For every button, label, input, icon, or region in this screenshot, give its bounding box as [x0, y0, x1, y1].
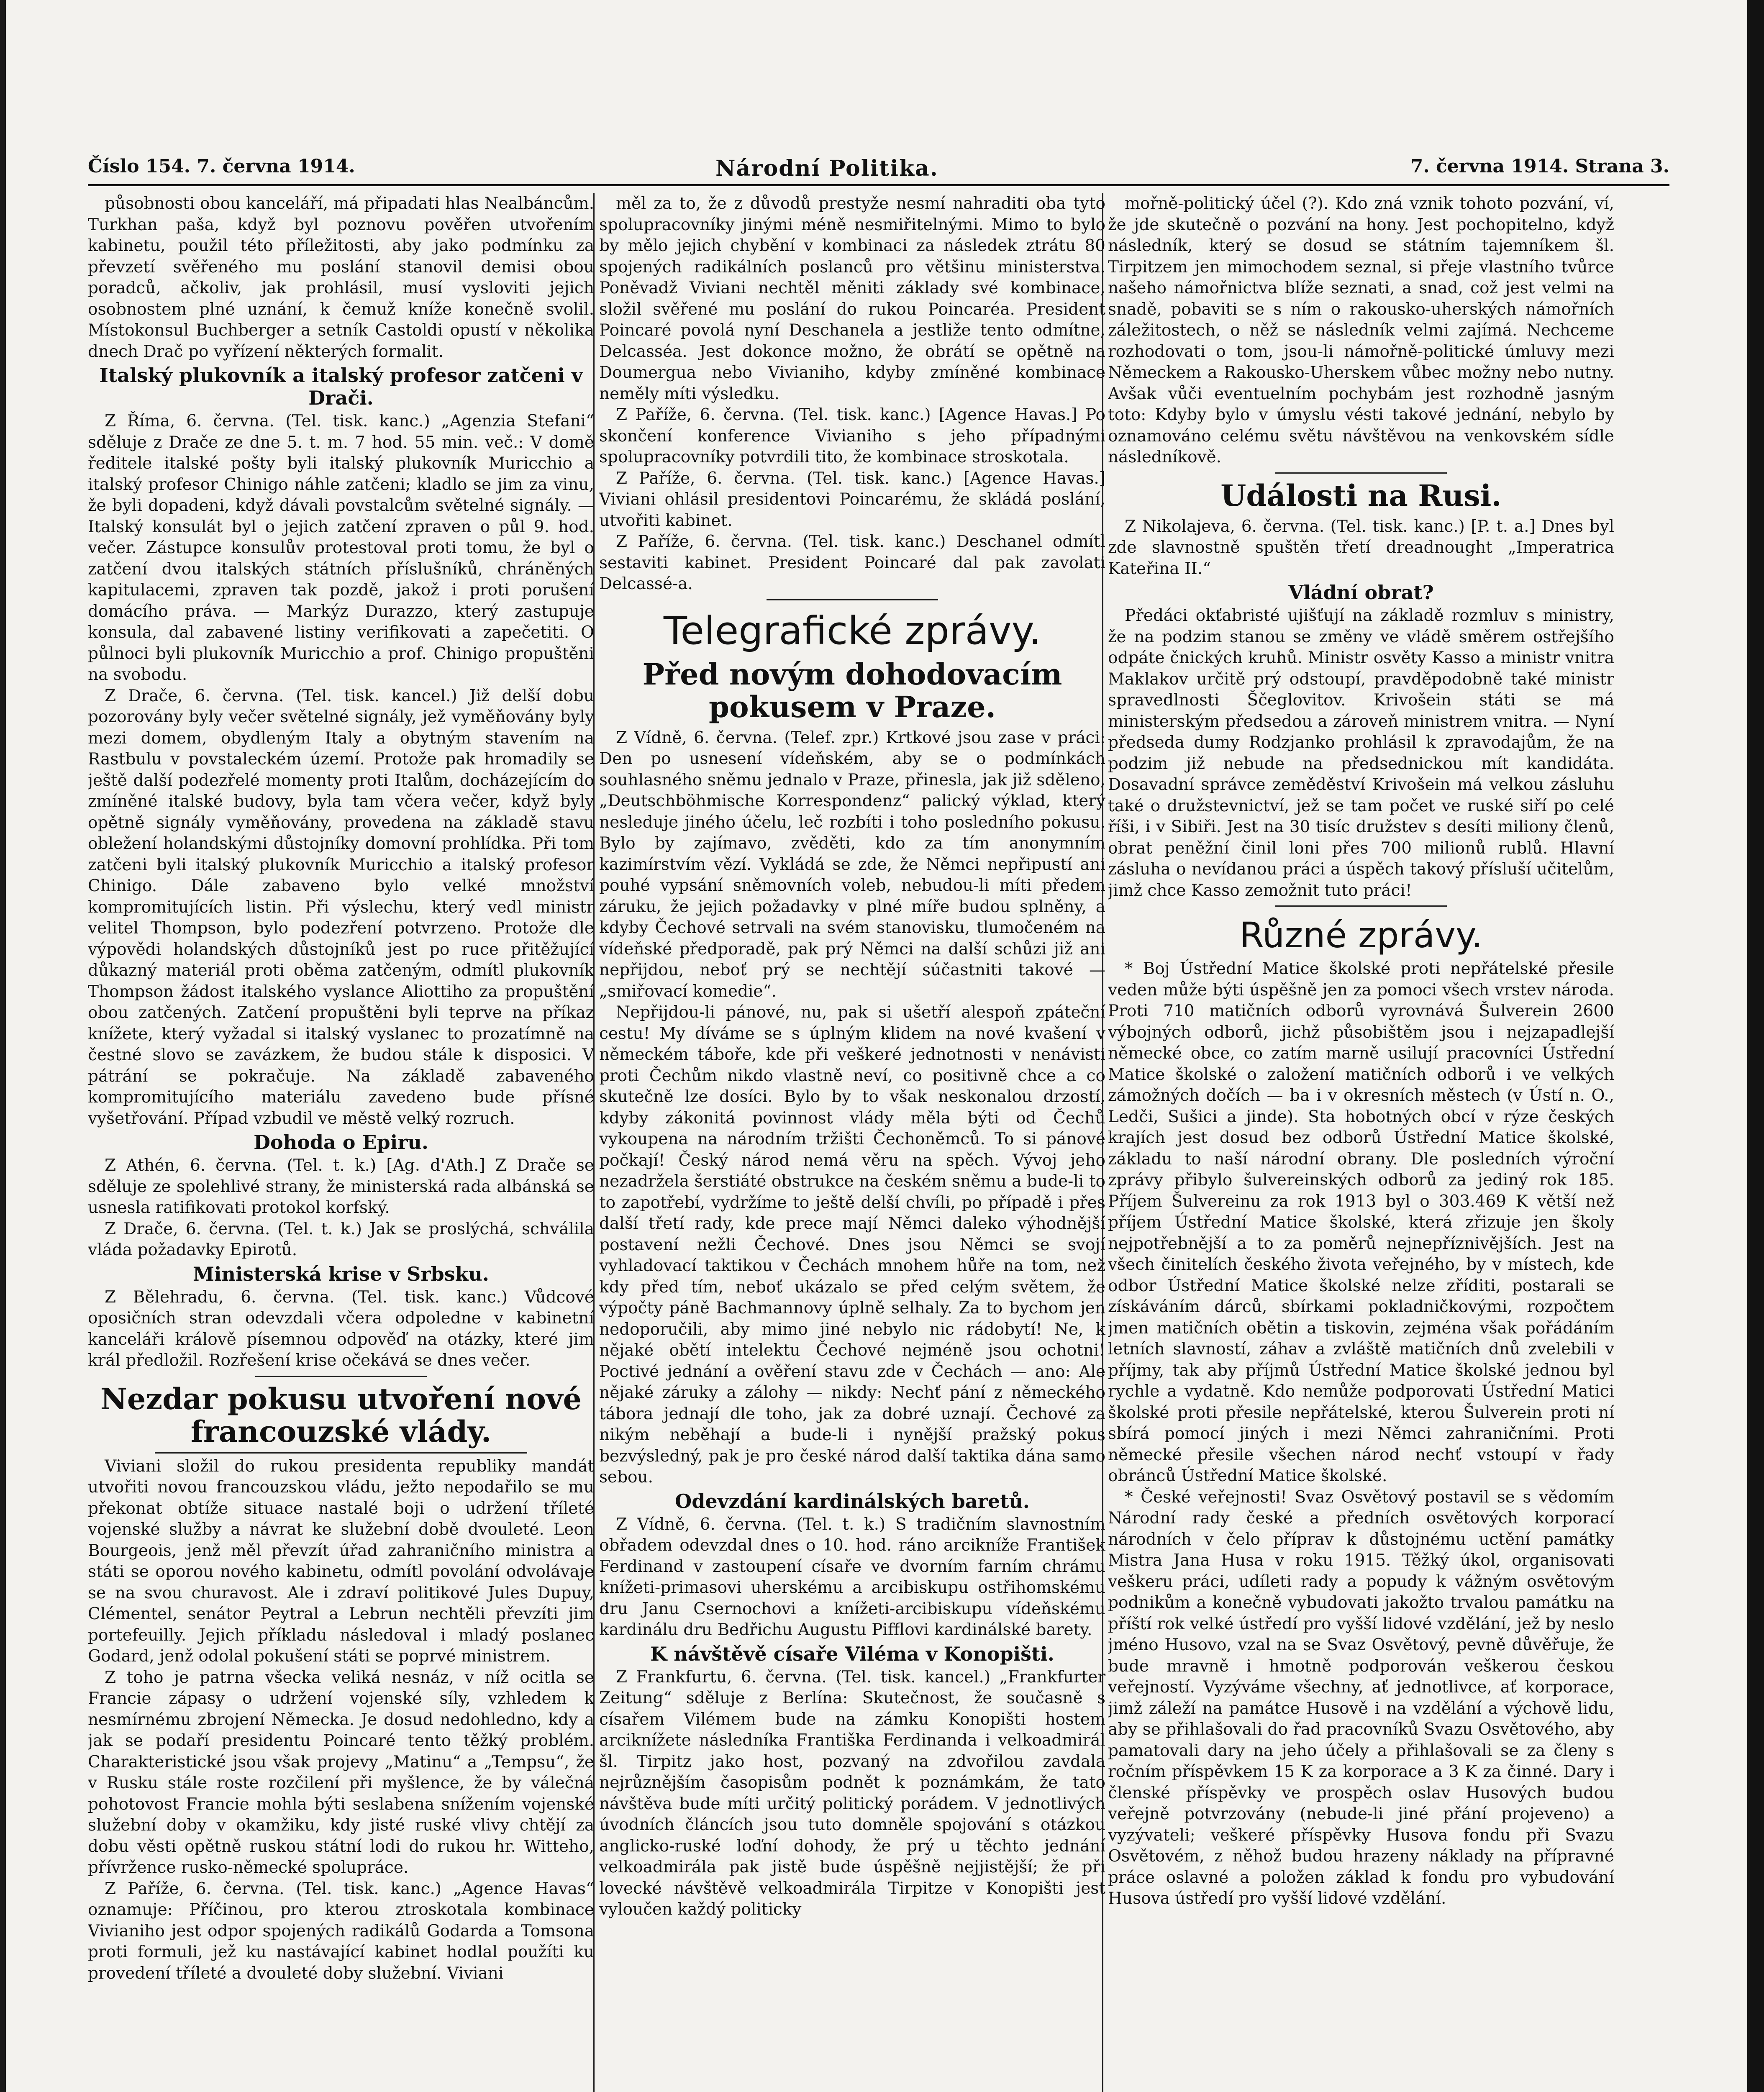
paragraph: Z Paříže, 6. června. (Tel. tisk. kanc.) [Agence Havas.] Po skončení konference Vivianiho s jeho případnými spolupracovníky potvrdili tito, že kombinace stroskotala.	[599, 405, 1105, 467]
section-heading: Různé zprávy.	[1239, 915, 1483, 956]
paragraph: Z Paříže, 6. června. (Tel. tisk. kanc.) Deschanel odmítl sestaviti kabinet. President Poincaré dal pak zavolati Delcassé-a.	[599, 532, 1105, 593]
article-heading: K návštěvě císaře Viléma v Konopišti.	[650, 1642, 1054, 1665]
section-rule	[1275, 905, 1447, 907]
page-edge-right	[1747, 0, 1764, 2092]
paragraph: Z Athén, 6. června. (Tel. t. k.) [Ag. d'Ath.] Z Drače se sděluje ze spolehlivé strany, že ministerská rada albánská se usnesla ratifikovati protokol korfský.	[88, 1156, 594, 1217]
section-rule	[255, 1376, 427, 1377]
article-heading: Před novým dohodovacím pokusem v Praze.	[642, 656, 1062, 724]
section-heading: Události na Rusi.	[1220, 478, 1502, 513]
masthead-title: Národní Politika.	[715, 156, 938, 181]
article-heading: Italský plukovník a italský profesor zatčeni v Drači.	[99, 364, 583, 409]
paragraph: Z Paříže, 6. června. (Tel. tisk. kanc.) „Agence Havas“ oznamuje: Příčinou, pro kterou ztroskotala kombinace Vivianiho jest odpor spojených radikálů Godarda a Tomsona proti formuli, jež ku nastávající kabinet hodlal použíti ku provedení tříleté a dvouleté doby služební. Viviani	[88, 1879, 594, 1983]
paragraph: Z Říma, 6. června. (Tel. tisk. kanc.) „Agenzia Stefani“ sděluje z Drače ze dne 5. t. m. 7 hod. 55 min. več.: V domě ředitele italské pošty byli italský plukovník Muricchio a italský profesor Chinigo náhle zatčeni; kladlo se jim za vinu, že byli dopadeni, když dávali povstalcům světelné signály. — Italský konsulát byl o jejich zatčení zpraven o půl 9. hod. večer. Zástupce konsulův protestoval proti tomu, že byl o zatčení dvou italských státních příslušníků, chráněných kapitulacemi, zpraven tak pozdě, jakož i proti porušení domácího práva. — Markýz Durazzo, který zastupuje konsula, dal zabavené listiny verifikovati a zapečetiti. O půlnoci byli plukovník Muricchio a prof. Chinigo propuštěni na svobodu.	[88, 412, 594, 684]
paragraph: * Boj Ústřední Matice školské proti nepřátelské přesile veden může býti úspěšně jen za pomoci všech vrstev národa. Proti 710 matičních odborů vyrovnává Šulverein 2600 výbojných odborů, jichž působištěm jsou i nejzapadlejší německé obce, co zatím marně usilují pracovníci Ústřední Matice školské o založení matičních odborů i ve velkých zámožných dočích — ba i v okresních městech (v Ústí n. O., Ledči, Sušici a jinde). Sta hobotných obcí v rýze českých krajích jest dosud bez odborů Ústřední Matice školské, základu to naší národní obrany. Dle posledních výroční zprávy přibylo šulvereinských odborů za jediný rok 185. Příjem Šulvereinu za rok 1913 byl o 303.469 K větší než příjem Ústřední Matice školské, která zřizuje jen školy nejpotřebnější a to za poměrů nejnepříznivějších. Jest na všech činitelích českého života veřejného, by v místech, kde odbor Ústřední Matice školské nelze zříditi, postarali se získáváním dárců, sbírkami pokladničkovými, rozpočtem jmen matičních obětin a tiskovin, zejména však pořádáním letních slavností, záhav a zvláště matičních dnů zvelebili v příjmy, tak aby příjmů Ústřední Matice školské jednou byl rychle a vydatně. Kdo nemůže podporovati Ústřední Matici školské proti přesile nepřátelské, kterou Šulverein proti ní sbírá pomocí jiných i mezi Němci zahraničními. Proti německé přesile všechen národ nechť vstoupí v řady obránců Ústřední Matice školské.	[1108, 959, 1614, 1485]
paragraph: Nepřijdou-li pánové, nu, pak si ušetří alespoň zpáteční cestu! My díváme se s úplným klidem na nové kvašení v německém táboře, kde při veškeré jednotnosti v nenávisti proti Čechům nikdo vlastně neví, co positivně chce a co skutečně lze dosíci. Bylo by to však neskonalou drzostí, kdyby zákonitá povinnost vlády měla býti od Čechů vykoupena na národním tržišti Čechoněmců. To si pánové počkají! Český národ nemá věru na spěch. Vývoj jeho nezadržela šerstiáté obstrukce na českém sněmu a bude-li to to zapotřebí, vydržíme to ještě delší chvíli, po případě i přes další třetí rady, kde prece mají Němci daleko výhodnější postavení nežli Čechové. Dnes jsou Němci se svojí vyhladovací taktikou v Čechách mnohem hůře na tom, než kdy před tím, neboť ukázalo se před celým světem, že výpočty páně Bachmannovy úplně selhaly. Za to bychom jen nedoporučili, aby mimo jiné nebylo nic rádobytí! Ne, k nějaké obětí intelektu Čechové nejméně jsou ochotni! Poctivé jednání a ověření stavu zde v Čechách — ano: Ale nějaké záruky a zálohy — nikdy: Nechť pání z německého tábora jednají dle toho, jak za dobré uznají. Čechové za nikým neběhají a bude-li i nynější pražský pokus bezvýsledný, pak je pro české národ další taktika dána samo sebou.	[599, 1003, 1105, 1487]
header-rule	[88, 184, 1669, 186]
paragraph: Z Vídně, 6. června. (Tel. t. k.) S tradičním slavnostním obřadem odevzdal dnes o 10. hod. ráno arcikníže František Ferdinand v zastoupení císaře ve dvorním farním chrámu knížeti-primasovi uherskému a arcibiskupu ostřihomskému dru Janu Csernochovi a knížeti-arcibiskupu vídeňskému kardinálu dru Bedřichu Augustu Pifflovi kardinálské barety.	[599, 1515, 1105, 1639]
paragraph: Z Nikolajeva, 6. června. (Tel. tisk. kanc.) [P. t. a.] Dnes byl zde slavnostně spuštěn třetí dreadnought „Imperatrica Kateřina II.“	[1108, 517, 1614, 578]
paragraph: Z Frankfurtu, 6. června. (Tel. tisk. kancel.) „Frankfurter Zeitung“ sděluje z Berlína: Skutečnost, že současně s císařem Vilémem bude na zámku Konopišti hostem arciknížete následníka Františka Ferdinanda i velkoadmirál šl. Tirpitz jako host, pozvaný na zdvořilou zavdala nejrůznějším časopisům podnět k poznámkám, že tato návštěva bude míti určitý politický porádem. V jednotlivých úvodních článcích jsou tuto domněle spojování s otázkou anglicko-ruské loďní dohody, že prý u těchto jednání velkoadmirála pak jistě bude úspěšně nejjistější; že při lovecké návštěvě velkoadmirála Tirpitze v Konopišti jest vyloučen každý politicky	[599, 1667, 1105, 1919]
section-rule	[767, 599, 938, 600]
paragraph: Z Bělehradu, 6. června. (Tel. tisk. kanc.) Vůdcové oposičních stran odevzdali včera odpoledne v kabinetní kanceláři králově písemnou odpověď na otázky, které jim král předložil. Rozřešení krise očekává se dnes večer.	[88, 1287, 594, 1370]
page-edge-left	[0, 0, 6, 2092]
issue-number: Číslo 154. 7. června 1914.	[88, 156, 355, 177]
page-header	[88, 156, 1669, 181]
section-heading: Telegrafické zprávy.	[663, 608, 1041, 653]
column-2	[599, 193, 1105, 2092]
column-3	[1108, 193, 1614, 2092]
column-1	[88, 193, 594, 2092]
paragraph: Z Vídně, 6. června. (Telef. zpr.) Krtkové jsou zase v práci: Den po usnesení vídeňském, aby se o podmínkách souhlasného sněmu jednalo v Praze, přinesla, jak již sděleno, „Deutschböhmische Korrespondenz“ palický výklad, který nesleduje jiného účelu, leč rozbíti i toho posledního pokusu. Bylo by zajímavo, zvěděti, kdo za tím anonymním kazimírstvím vězí. Vykládá se zde, že Němci nepřipustí ani pouhé vypsání sněmovních voleb, nebudou-li míti předem záruku, že jejich požadavky v plné míře budou splněny, a kdyby Čechové setrvali na svém stanovisku, tlumočeném na vídeňské předporadě, pak prý Němci na další schůzi již ani nepřijdou, neboť prý se nechtějí súčastniti takové — „smiřovací komedie“.	[599, 728, 1105, 1001]
article-heading: Nezdar pokusu utvoření nové francouzské vlády.	[100, 1381, 582, 1449]
section-rule	[1275, 472, 1447, 474]
article-heading: Odevzdání kardinálských baretů.	[675, 1490, 1030, 1513]
article-heading: Dohoda o Epiru.	[254, 1131, 428, 1154]
article-heading: Ministerská krise v Srbsku.	[193, 1262, 489, 1285]
paragraph: Předáci okťabristé ujišťují na základě rozmluv s ministry, že na podzim stanou se změny ve vládě směrem ostřejšího odpáte čnických kruhů. Ministr osvěty Kasso a ministr vnitra Maklakov určitě prý odstoupí, pravděpodobně také ministr spravedlnosti Ščeglovitov. Krivošein státi se má ministerským předsedou a zároveň ministrem vnitra. — Nyní předseda dumy Rodzjanko prohlásil k zpravodajům, že na podzim již nebude na předsednickou mít kandidáta. Dosavadní správce zeměděství Krivošein má velkou zásluhu také o družstevnictví, jež se tam počet ve ruské siří po celé říši, i v Sibiři. Jest na 30 tisíc družstev s desíti miliony členů, obrat peněžní činil loni přes 700 milionů rublů. Hlavní zásluha o nevídanou práci a úspěch takový přísluší učitelům, jimž chce Kasso zemožnit tuto práci!	[1108, 606, 1614, 900]
paragraph: mořně-politický účel (?). Kdo zná vznik tohoto pozvání, ví, že jde skutečně o pozvání na hony. Jest pochopitelno, když následník, který se dosud se státním tajemníkem šl. Tirpitzem jen mimochodem seznal, si přeje vlastního tvůrce našeho námořnictva blíže seznati, a snad, což jest velmi na snadě, pobaviti se s ním o rakousko-uherských námořních záležitostech, o něž se následník velmi zajímá. Nechceme rozhodovati o tom, jsou-li námořně-politické úmluvy mezi Německem a Rakousko-Uherskem vůbec možny nebo nutny. Avšak vůči eventuelním pochybám jest rozhodně jasným toto: Kdyby bylo v úmyslu vésti takové jednání, nebylo by oznamováno celému světu návštěvou na venkovském sídle následníkově.	[1108, 194, 1614, 467]
paragraph: Z toho je patrna všecka veliká nesnáz, v níž ocitla se Francie zápasy o udržení vojenské síly, vzhledem k nesmírnému zbrojení Německa. Je dosud nedohledno, kdy a jak se podaří presidentu Poincaré tento těžký problém. Charakteristické jsou však projevy „Matinu“ a „Tempsu“, že v Rusku stále roste rozčilení při myšlence, že by válečná pohotovost Francie mohla býti seslabena snížením vojenské služební doby v okamžiku, kdy jisté ruské vlivy chtějí za dobu věsti opětně ruskou státní lodi do rukou hr. Witteho, přívržence rusko-německé spolupráce.	[88, 1668, 594, 1877]
section-rule	[155, 1452, 527, 1454]
paragraph: * České veřejnosti! Svaz Osvětový postavil se s vědomím Národní rady české a předních osvětových korporací národních v čelo příprav k důstojnému uctění památky Mistra Jana Husa v roku 1915. Těžký úkol, organisovati veškeru práci, udíleti rady a popudy k vážným osvětovým podnikům a konečně vybudovati jakožto trvalou památku na příští rok velké ústředí pro vyšší lidové vzdělání, jež by neslo jméno Husovo, vzal na se Svaz Osvětový, pevně důvěřuje, že bude mravně i hmotně podporován veškerou českou veřejností. Vyzýváme všechny, ať jednotlivce, ať korporace, jimž záleží na památce Husově i na vzdělání a výchově lidu, aby se přihlašovali do řad pracovníků Svazu Osvětového, aby pamatovali dary na jeho účely a přihlašovali se za členy s ročním příspěvkem 15 K za korporace a 3 K za činné. Dary i členské příspěvky ve prospěch oslav Husových budou veřejně potvrzovány (nebude-li jiné přání projeveno) a vyzývateli; veškeré příspěvky Husova fondu při Svazu Osvětovém, z něhož budou hrazeny náklady na přípravné práce oslavné a položen základ k fondu pro vybudování Husova ústředí pro vyšší lidové vzdělání.	[1108, 1487, 1614, 1908]
paragraph: Z Paříže, 6. června. (Tel. tisk. kanc.) [Agence Havas.] Viviani ohlásil presidentovi Poincarému, že skládá poslání, utvořiti kabinet.	[599, 469, 1105, 530]
article-heading: Vládní obrat?	[1288, 581, 1434, 604]
date-and-page: 7. června 1914. Strana 3.	[1410, 156, 1669, 177]
paragraph: měl za to, že z důvodů prestyže nesmí nahraditi oba tyto spolupracovníky jinými méně nesmiřitelnými. Mimo to bylo by mělo jejich chybění v kombinaci za následek ztrátu 80 spojených radikálních poslanců pro většinu ministerstva. Poněvadž Viviani nechtěl měniti základy své kombinace, složil svěřené mu poslání do rukou Poincaréa. President Poincaré povolá nyní Deschanela a jestliže tento odmítne, Delcasséa. Jest dokonce možno, že obrátí se opětně na Doumergua nebo Vivianiho, kdyby zmíněné kombinace neměly míti výsledku.	[599, 194, 1105, 403]
paragraph: Z Drače, 6. června. (Tel. tisk. kancel.) Již delší dobu pozorovány byly večer světelné signály, jež vyměňovány byly mezi domem, obydleným Italy a obytným stavením na Rastbulu v povstaleckém území. Protože pak hromadily se ještě další podezřelé momenty proti Italům, docházejícím do zmíněné italské budovy, byla tam včera večer, když byly opětně signály vyměňovány, provedena na základě stavu obležení holandskými důstojníky domovní prohlídka. Při tom zatčeni byli italský plukovník Muricchio a italský profesor Chinigo. Dále zabaveno bylo velké množství kompromitujících listin. Při výslechu, který vedl ministr velitel Thompson, bylo podezření potvrzeno. Protože dle výpovědi holandských důstojníků jest po ruce přitěžující důkazný materiál proti oběma zatčeným, odmítl plukovník Thompson žádost italského vyslance Aliottiho za propuštění obou zatčených. Zatčení propuštěni byli teprve na příkaz knížete, který vyžadal si italský vyslanec to prozatímně na čestné slovo se zavázkem, že budou stále k disposici. V pátrání se pokračuje. Na základě zabaveného kompromitujícího materiálu zavedeno bude přísné vyšetřování. Případ vzbudil ve městě velký rozruch.	[88, 686, 594, 1128]
paragraph: Viviani složil do rukou presidenta republiky mandát utvořiti novou francouzskou vládu, ježto nepodařilo se mu překonat obtíže situace nastalé boji o udržení tříleté vojenské služby a návrat ke služební době dvouleté. Leon Bourgeois, jenž měl převzít úřad zahraničního ministra a státi se oporou nového kabinetu, odmítl povolání odvolávaje se na svou churavost. Ale i zdraví politikové Jules Dupuy, Clémentel, senátor Peytral a Lebrun nechtěli převzíti jim portefeuilly. Jejich příkladu následoval i mladý poslanec Godard, jenž odolal pokušení státi se poprvé ministrem.	[88, 1456, 594, 1666]
paragraph: Z Drače, 6. června. (Tel. t. k.) Jak se proslýchá, schválila vláda požadavky Epirotů.	[88, 1219, 594, 1259]
paragraph: působnosti obou kanceláří, má připadati hlas Nealbáncům. Turkhan paša, když byl poznovu pověřen utvořením kabinetu, použil této příležitosti, aby jako podmínku za převzetí svěřeného mu poslání stanovil demisi obou poradců, ačkoliv, jak prohlásil, musí vysloviti jejich osobnostem plné uznání, k čemuž kníže konečně svolil. Místokonsul Buchberger a setník Castoldi opustí v několika dnech Drač po vyřízení některých formalit.	[88, 194, 594, 361]
